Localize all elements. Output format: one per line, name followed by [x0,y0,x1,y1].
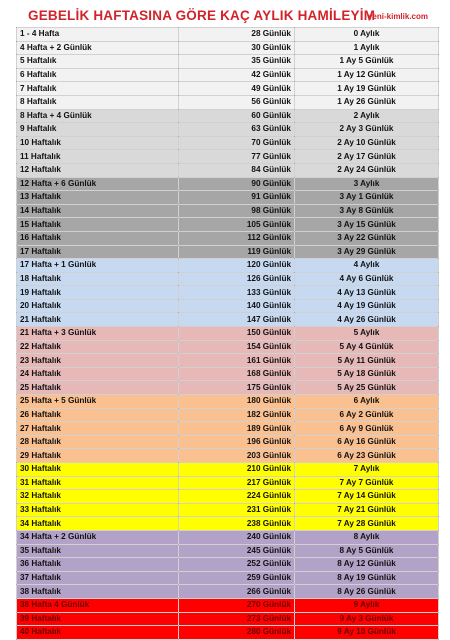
months-cell: 2 Ay 10 Günlük [295,136,439,150]
days-cell: 56 Günlük [179,95,295,109]
week-cell: 1 - 4 Hafta [17,28,179,42]
table-row [17,150,439,164]
days-cell: 175 Günlük [179,381,295,395]
days-cell: 49 Günlük [179,82,295,96]
table-row [17,313,439,327]
week-cell: 12 Hafta + 6 Günlük [17,177,179,191]
week-cell: 9 Haftalık [17,123,179,137]
days-cell: 182 Günlük [179,408,295,422]
table-row [17,463,439,477]
table-row [17,422,439,436]
table-row [17,490,439,504]
months-cell: 4 Ay 13 Günlük [295,286,439,300]
days-cell: 119 Günlük [179,245,295,259]
months-cell: 1 Ay 12 Günlük [295,68,439,82]
months-cell: 2 Aylık [295,109,439,123]
table-row [17,585,439,599]
days-cell: 77 Günlük [179,150,295,164]
days-cell: 112 Günlük [179,231,295,245]
days-cell: 217 Günlük [179,476,295,490]
table-row [17,136,439,150]
months-cell: 7 Aylık [295,463,439,477]
months-cell: 8 Aylık [295,530,439,544]
week-cell: 15 Haftalık [17,218,179,232]
months-cell: 8 Ay 12 Günlük [295,558,439,572]
table-row [17,28,439,42]
months-cell: 5 Ay 18 Günlük [295,367,439,381]
months-cell: 4 Ay 26 Günlük [295,313,439,327]
week-cell: 6 Haftalık [17,68,179,82]
days-cell: 240 Günlük [179,530,295,544]
week-cell: 8 Haftalık [17,95,179,109]
days-cell: 147 Günlük [179,313,295,327]
week-cell: 37 Haftalık [17,571,179,585]
table-row [17,381,439,395]
week-cell: 24 Haftalık [17,367,179,381]
week-cell: 4 Hafta + 2 Günlük [17,41,179,55]
days-cell: 35 Günlük [179,55,295,69]
months-cell: 8 Ay 5 Günlük [295,544,439,558]
week-cell: 25 Haftalık [17,381,179,395]
days-cell: 91 Günlük [179,191,295,205]
months-cell: 4 Ay 19 Günlük [295,299,439,313]
table-row [17,177,439,191]
week-cell: 38 Hafta 4 Günlük [17,598,179,612]
days-cell: 189 Günlük [179,422,295,436]
months-cell: 3 Ay 29 Günlük [295,245,439,259]
table-row [17,95,439,109]
week-cell: 26 Haftalık [17,408,179,422]
days-cell: 28 Günlük [179,28,295,42]
table-row [17,517,439,531]
days-cell: 105 Günlük [179,218,295,232]
week-cell: 8 Hafta + 4 Günlük [17,109,179,123]
week-cell: 10 Haftalık [17,136,179,150]
months-cell: 5 Ay 4 Günlük [295,340,439,354]
table-row [17,286,439,300]
months-cell: 2 Ay 3 Günlük [295,123,439,137]
days-cell: 266 Günlük [179,585,295,599]
week-cell: 29 Haftalık [17,449,179,463]
months-cell: 5 Ay 11 Günlük [295,354,439,368]
months-cell: 1 Ay 5 Günlük [295,55,439,69]
days-cell: 210 Günlük [179,463,295,477]
table-row [17,109,439,123]
week-cell: 18 Haftalık [17,272,179,286]
months-cell: 7 Ay 28 Günlük [295,517,439,531]
table-row [17,123,439,137]
week-cell: 27 Haftalık [17,422,179,436]
week-cell: 13 Haftalık [17,191,179,205]
week-cell: 14 Haftalık [17,204,179,218]
months-cell: 6 Ay 16 Günlük [295,435,439,449]
week-cell: 34 Hafta + 2 Günlük [17,530,179,544]
table-row [17,340,439,354]
months-cell: 0 Aylık [295,28,439,42]
months-cell: 2 Ay 24 Günlük [295,163,439,177]
days-cell: 203 Günlük [179,449,295,463]
days-cell: 259 Günlük [179,571,295,585]
week-cell: 32 Haftalık [17,490,179,504]
table-row [17,476,439,490]
months-cell: 4 Ay 6 Günlük [295,272,439,286]
table-row [17,435,439,449]
table-body [17,28,439,640]
months-cell: 3 Ay 8 Günlük [295,204,439,218]
table-row [17,530,439,544]
table-row [17,367,439,381]
week-cell: 5 Haftalık [17,55,179,69]
days-cell: 98 Günlük [179,204,295,218]
days-cell: 252 Günlük [179,558,295,572]
months-cell: 9 Ay 3 Günlük [295,612,439,626]
table-row [17,191,439,205]
months-cell: 1 Ay 19 Günlük [295,82,439,96]
months-cell: 7 Ay 21 Günlük [295,503,439,517]
days-cell: 196 Günlük [179,435,295,449]
week-cell: 31 Haftalık [17,476,179,490]
days-cell: 133 Günlük [179,286,295,300]
months-cell: 7 Ay 14 Günlük [295,490,439,504]
days-cell: 280 Günlük [179,626,295,640]
week-cell: 36 Haftalık [17,558,179,572]
days-cell: 140 Günlük [179,299,295,313]
months-cell: 8 Ay 19 Günlük [295,571,439,585]
days-cell: 180 Günlük [179,395,295,409]
days-cell: 60 Günlük [179,109,295,123]
table-row [17,598,439,612]
table-row [17,503,439,517]
months-cell: 6 Ay 2 Günlük [295,408,439,422]
table-row [17,558,439,572]
week-cell: 19 Haftalık [17,286,179,300]
table-row [17,272,439,286]
table-row [17,299,439,313]
week-cell: 20 Haftalık [17,299,179,313]
table-row [17,408,439,422]
table-row [17,571,439,585]
days-cell: 161 Günlük [179,354,295,368]
week-cell: 25 Hafta + 5 Günlük [17,395,179,409]
week-cell: 40 Haftalık [17,626,179,640]
months-cell: 1 Aylık [295,41,439,55]
table-row [17,41,439,55]
days-cell: 150 Günlük [179,327,295,341]
days-cell: 120 Günlük [179,259,295,273]
table-row [17,231,439,245]
months-cell: 3 Ay 22 Günlük [295,231,439,245]
table-row [17,612,439,626]
week-cell: 17 Hafta + 1 Günlük [17,259,179,273]
week-cell: 34 Haftalık [17,517,179,531]
months-cell: 5 Aylık [295,327,439,341]
months-cell: 6 Ay 23 Günlük [295,449,439,463]
week-cell: 30 Haftalık [17,463,179,477]
table-row [17,626,439,640]
week-cell: 17 Haftalık [17,245,179,259]
months-cell: 3 Aylık [295,177,439,191]
week-cell: 28 Haftalık [17,435,179,449]
months-cell: 4 Aylık [295,259,439,273]
days-cell: 154 Günlük [179,340,295,354]
table-row [17,449,439,463]
months-cell: 9 Ay 10 Günlük [295,626,439,640]
days-cell: 70 Günlük [179,136,295,150]
months-cell: 3 Ay 1 Günlük [295,191,439,205]
table-row [17,327,439,341]
table-row [17,163,439,177]
months-cell: 2 Ay 17 Günlük [295,150,439,164]
table-row [17,55,439,69]
months-cell: 7 Ay 7 Günlük [295,476,439,490]
week-cell: 33 Haftalık [17,503,179,517]
table-row [17,259,439,273]
months-cell: 6 Aylık [295,395,439,409]
days-cell: 126 Günlük [179,272,295,286]
months-cell: 8 Ay 26 Günlük [295,585,439,599]
days-cell: 270 Günlük [179,598,295,612]
months-cell: 5 Ay 25 Günlük [295,381,439,395]
week-cell: 12 Haftalık [17,163,179,177]
table-row [17,544,439,558]
days-cell: 273 Günlük [179,612,295,626]
week-cell: 7 Haftalık [17,82,179,96]
table-row [17,354,439,368]
days-cell: 63 Günlük [179,123,295,137]
days-cell: 231 Günlük [179,503,295,517]
days-cell: 90 Günlük [179,177,295,191]
week-cell: 21 Hafta + 3 Günlük [17,327,179,341]
site-label: yeni-kimlik.com [367,12,428,21]
week-cell: 11 Haftalık [17,150,179,164]
months-cell: 9 Aylık [295,598,439,612]
week-cell: 22 Haftalık [17,340,179,354]
table-row [17,82,439,96]
week-cell: 21 Haftalık [17,313,179,327]
week-cell: 38 Haftalık [17,585,179,599]
table-row [17,395,439,409]
week-cell: 35 Haftalık [17,544,179,558]
days-cell: 224 Günlük [179,490,295,504]
months-cell: 6 Ay 9 Günlük [295,422,439,436]
days-cell: 168 Günlük [179,367,295,381]
week-cell: 23 Haftalık [17,354,179,368]
days-cell: 238 Günlük [179,517,295,531]
days-cell: 30 Günlük [179,41,295,55]
header [16,4,438,26]
months-cell: 1 Ay 26 Günlük [295,95,439,109]
page-title: GEBELİK HAFTASINA GÖRE KAÇ AYLIK HAMİLEYİM [28,8,376,23]
days-cell: 245 Günlük [179,544,295,558]
table-row [17,204,439,218]
months-cell: 3 Ay 15 Günlük [295,218,439,232]
pregnancy-table [16,27,439,640]
table-row [17,245,439,259]
days-cell: 84 Günlük [179,163,295,177]
week-cell: 39 Haftalık [17,612,179,626]
table-row [17,218,439,232]
days-cell: 42 Günlük [179,68,295,82]
table-row [17,68,439,82]
week-cell: 16 Haftalık [17,231,179,245]
